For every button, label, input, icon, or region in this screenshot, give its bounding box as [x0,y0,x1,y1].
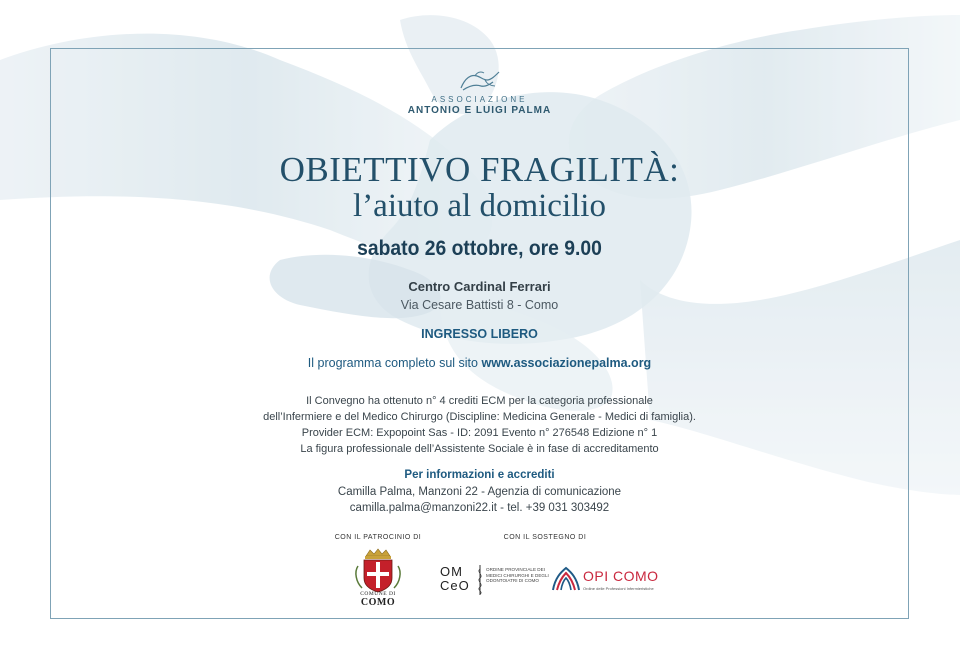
association-name: ANTONIO E LUIGI PALMA [407,105,552,116]
association-logo [50,68,909,116]
event-subtitle: l’aiuto al domicilio [353,188,606,224]
program-prefix: Il programma completo sul sito [307,356,482,370]
program-line [50,356,909,370]
omceo-logo [440,565,550,601]
association-label: ASSOCIAZIONE [431,95,528,104]
ecm-line: Provider ECM: Expopoint Sas - ID: 2091 Evento n° 276548 Edizione n° 1 [301,427,658,439]
opi-figures-icon [551,564,581,592]
patronage-label: CON IL PATROCINIO DI [334,534,422,541]
ecm-line: Il Convegno ha ottenuto n° 4 crediti ECM per la categoria professionale [306,395,653,407]
event-venue: Centro Cardinal Ferrari [408,279,551,294]
opi-como-subtitle: Ordine delle Professioni Infermieristiche [583,586,654,591]
ecm-credits-text [50,393,909,457]
ecm-line: dell’Infermiere e del Medico Chirurgo (Discipline: Medicina Generale - Medici di famiglia). [263,411,696,423]
event-address: Via Cesare Battisti 8 - Como [400,298,559,312]
omceo-top: OM [440,564,463,579]
free-entry-label: INGRESSO LIBERO [421,327,538,341]
caduceus-icon [476,565,484,595]
comune-di-como-label [344,591,412,608]
invitation-content [50,48,909,619]
ecm-line: La figura professionale dell’Assistente Sociale è in fase di accreditamento [300,443,659,455]
info-title: Per informazioni e accrediti [404,469,555,481]
hands-logo-icon [457,68,503,94]
opi-como-name: OPI COMO [583,568,659,584]
opi-como-logo [547,564,659,598]
program-website-link[interactable]: www.associazionepalma.org [481,356,652,370]
info-email-phone[interactable]: camilla.palma@manzoni22.it - tel. +39 031 303492 [349,502,610,514]
omceo-letters [440,565,474,593]
event-date: sabato 26 ottobre, ore 9.00 [357,237,602,260]
como-text: COMO [360,597,396,608]
omceo-full-name: ORDINE PROVINCIALE DEI MEDICI CHIRURGHI E DEGLI ODONTOIATRI DI COMO [486,567,549,584]
info-contact: Camilla Palma, Manzoni 22 - Agenzia di comunicazione [337,486,622,498]
support-label: CON IL SOSTEGNO DI [503,534,587,541]
omceo-bottom: CeO [440,578,470,593]
event-title: OBIETTIVO FRAGILITÀ: [279,150,680,189]
comune-di-text: COMUNE DI [360,591,396,597]
